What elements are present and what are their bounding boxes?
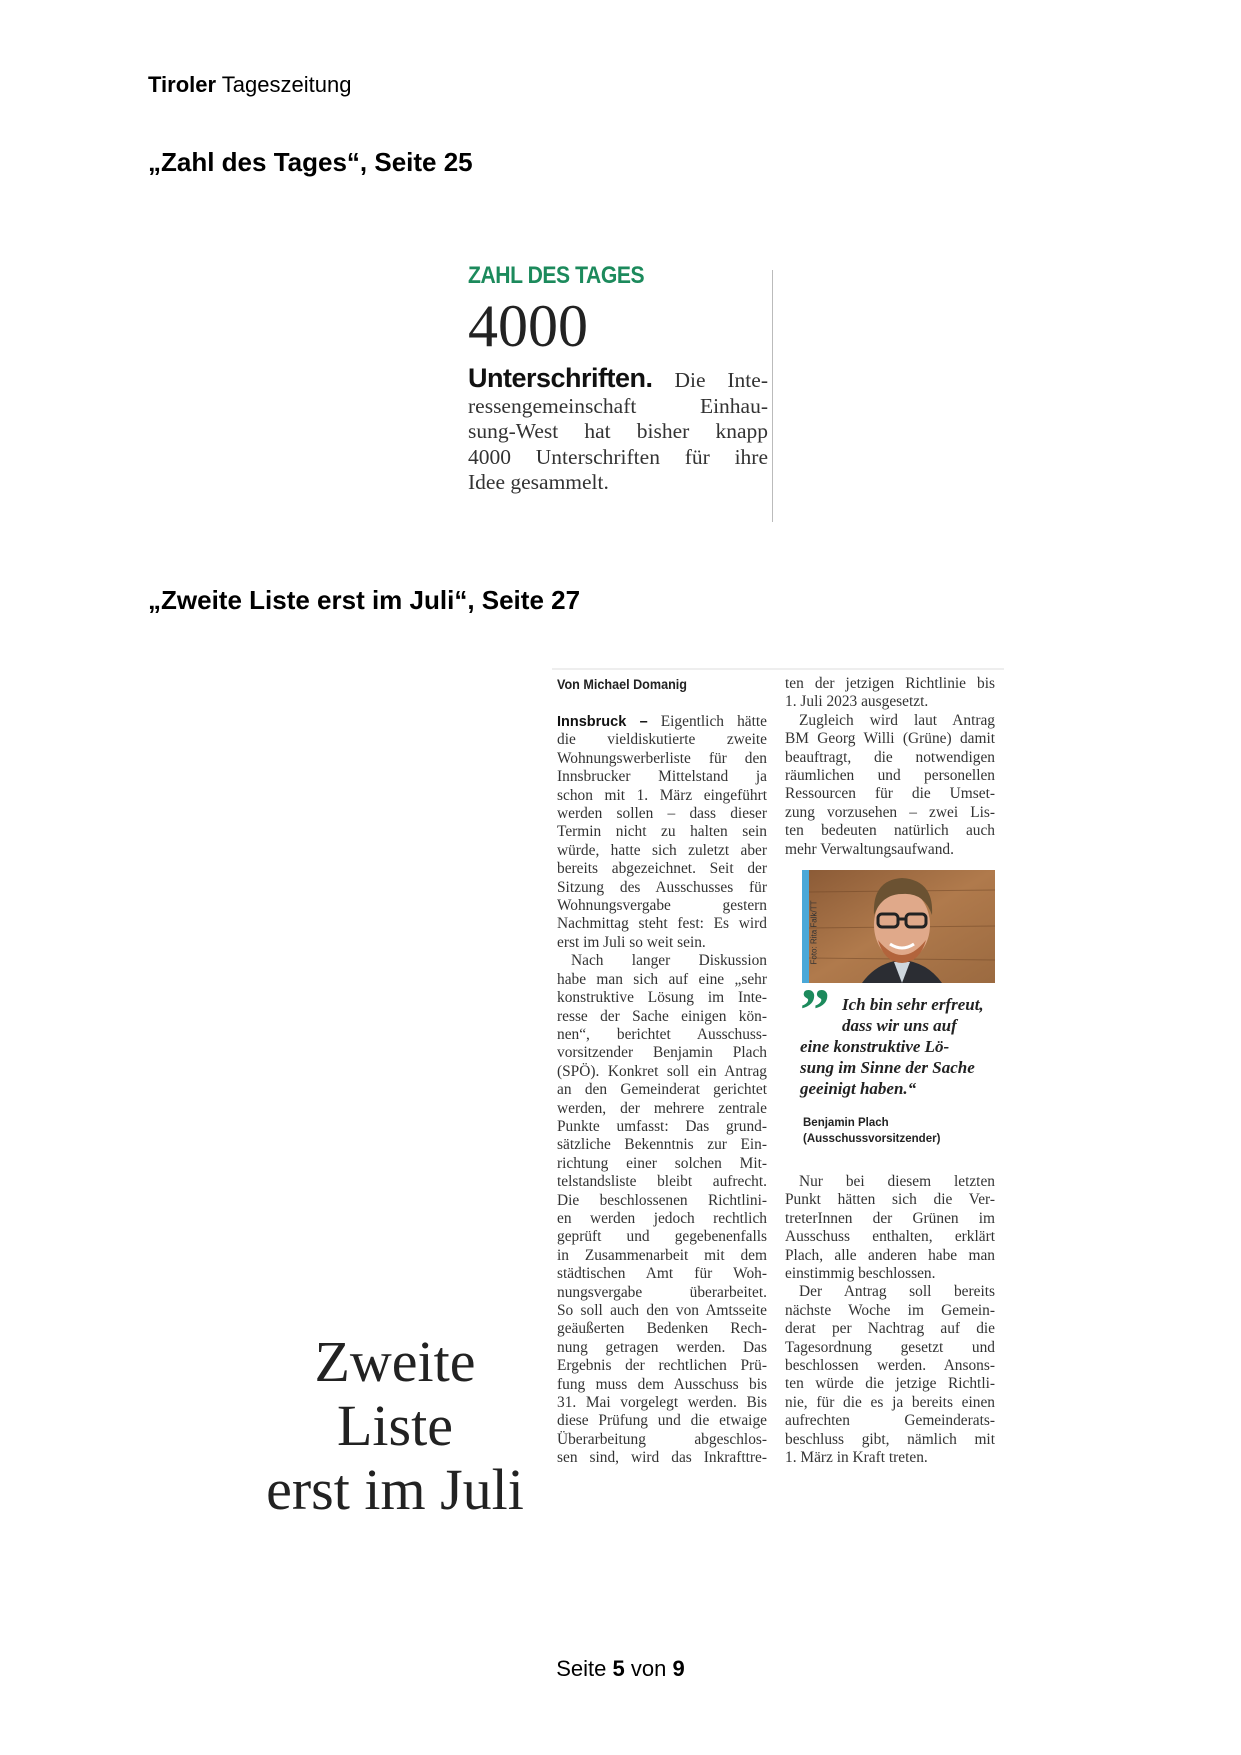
text-line: ten würde die jetzige Richtli- — [785, 1375, 995, 1393]
text-line: Plach, alle anderen habe man — [785, 1246, 995, 1264]
portrait-photo — [802, 870, 995, 983]
source-regular: Tageszeitung — [221, 72, 352, 97]
text-line: zung vorzusehen – zwei Lis- — [785, 803, 995, 821]
text-line: Wohnungsvergabe gestern — [557, 897, 767, 915]
text-line: sen sind, wird das Inkrafttre- — [557, 1449, 767, 1467]
zahl-line: sung-West hat bisher knapp — [468, 419, 768, 443]
quote-line: geeinigt haben.“ — [800, 1079, 917, 1098]
text-line: richtung einer solchen Mit- — [557, 1154, 767, 1172]
text-line: Ressourcen für die Umset- — [785, 785, 995, 803]
text-line: beschluss gibt, nämlich mit — [785, 1430, 995, 1448]
article-column-2-bottom — [785, 1173, 995, 1468]
newspaper-source — [148, 72, 351, 98]
zahl-text: Die Inte- — [674, 368, 768, 392]
page-footer — [0, 1656, 1241, 1682]
text-line: werden, der mehrere zentrale — [557, 1099, 767, 1117]
text-line: Termin nicht zu halten sein — [557, 823, 767, 841]
quote-line: Ich bin sehr erfreut, — [842, 995, 984, 1014]
text-line: schon mit 1. März eingeführt — [557, 786, 767, 804]
text-line: geprüft und gegebenenfalls — [557, 1228, 767, 1246]
quote-line: dass wir uns auf — [842, 1016, 957, 1035]
zahl-line — [468, 363, 768, 394]
quote-line: eine konstruktive Lö- — [800, 1037, 950, 1056]
text-line: Nur bei diesem letzten — [799, 1173, 995, 1190]
quote-attribution — [803, 1115, 940, 1147]
text-line: nächste Woche im Gemein- — [785, 1301, 995, 1319]
text-line: geäußerten Bedenken Rech- — [557, 1320, 767, 1338]
text-line: einstimmig beschlossen. — [785, 1265, 936, 1283]
text-line: Punkt hätten sich die Ver- — [785, 1191, 995, 1209]
quote-mark-icon: ” — [800, 977, 830, 1043]
section-heading-zahl: „Zahl des Tages“, Seite 25 — [148, 147, 473, 177]
divider — [772, 270, 773, 522]
text-line: Innsbrucker Mittelstand ja — [557, 768, 767, 786]
byline: Von Michael Domanig — [557, 676, 687, 692]
article-column-2-top — [785, 675, 995, 859]
text-line: (SPÖ). Konkret soll ein Antrag — [557, 1062, 767, 1080]
text-line: treterInnen der Grünen im — [785, 1209, 995, 1227]
text-line: städtischen Amt für Woh- — [557, 1265, 767, 1283]
text-line: 1. März in Kraft treten. — [785, 1449, 928, 1467]
text-line: aufrechten Gemeinderats- — [785, 1412, 995, 1430]
text-line: Tagesordnung gesetzt und — [785, 1338, 995, 1356]
text-line: Nachmittag steht fest: Es wird — [557, 915, 767, 933]
zahl-body — [468, 363, 768, 496]
text-line: sätzliche Bekenntnis zur Ein- — [557, 1136, 767, 1154]
text-line: So soll auch den von Amtsseite — [557, 1302, 767, 1319]
text-line: 1. Juli 2023 ausgesetzt. — [785, 693, 929, 711]
quote-role: (Ausschussvorsitzender) — [803, 1133, 941, 1145]
text-line: Der Antrag soll bereits — [799, 1283, 995, 1301]
text-line: telstandsliste bleibt aufrecht. — [557, 1173, 767, 1191]
text-line: Sitzung des Ausschusses für — [557, 878, 767, 896]
text-line: ten bedeuten natürlich auch — [785, 822, 995, 840]
article-title — [250, 1330, 540, 1522]
text-line: BM Georg Willi (Grüne) damit — [785, 730, 995, 748]
photo-credit: Foto: Rita Falk/TT — [809, 900, 819, 965]
text-line: beschlossen werden. Ansons- — [785, 1357, 995, 1375]
quote-line: sung im Sinne der Sache — [800, 1058, 975, 1077]
divider — [552, 668, 1004, 670]
pull-quote — [800, 977, 1000, 1099]
text-line: Zugleich wird laut Antrag — [799, 711, 995, 729]
zahl-number: 4000 — [468, 293, 588, 359]
text-line — [557, 713, 767, 731]
text-line: nie, für die es ja bereits einen — [785, 1393, 995, 1411]
source-bold: Tiroler — [148, 72, 217, 97]
article-title-line: erst im Juli — [266, 1457, 524, 1522]
footer-prefix: Seite — [556, 1656, 607, 1681]
text-line: habe man sich auf eine „sehr — [557, 970, 767, 988]
footer-middle: von — [630, 1656, 667, 1681]
zahl-line: Idee gesammelt. — [468, 470, 609, 494]
text-line: Ausschuss enthalten, erklärt — [785, 1228, 995, 1246]
text-line: werden sollen – dass dieser — [557, 805, 767, 823]
text: Eigentlich hätte — [660, 713, 767, 730]
text-line: die vieldiskutierte zweite — [557, 731, 767, 749]
text-line: nen“, berichtet Ausschuss- — [557, 1025, 767, 1043]
text-line: nung getragen werden. Das — [557, 1338, 767, 1356]
text-line: diese Prüfung und die etwaige — [557, 1412, 767, 1430]
text-line: en werden jedoch rechtlich — [557, 1209, 767, 1227]
text-line: Überarbeitung abgeschlos- — [557, 1430, 767, 1448]
text-line: Die beschlossenen Richtlini- — [557, 1191, 767, 1209]
current-page: 5 — [612, 1656, 625, 1681]
section-heading-article: „Zweite Liste erst im Juli“, Seite 27 — [148, 585, 581, 615]
text-line: Wohnungswerberliste für den — [557, 749, 767, 767]
text-line: würde, hatte sich zuletzt aber — [557, 841, 767, 859]
zahl-line: ressengemeinschaft Einhau- — [468, 393, 768, 418]
zahl-kicker: ZAHL DES TAGES — [468, 262, 645, 289]
zahl-des-tages-box — [468, 262, 768, 496]
zahl-line: 4000 Unterschriften für ihre — [468, 444, 768, 469]
text-line: derat per Nachtrag auf die — [785, 1320, 995, 1338]
text-line: vorsitzender Benjamin Plach — [557, 1044, 767, 1062]
text-line: resse der Sache einigen kön- — [557, 1007, 767, 1025]
text-line: Ergebnis der rechtlichen Prü- — [557, 1357, 767, 1375]
text-line: an den Gemeinderat gerichtet — [557, 1081, 767, 1099]
text-line: in Zusammenarbeit mit dem — [557, 1246, 767, 1264]
article-title-line: Zweite Liste — [314, 1329, 476, 1458]
quote-name: Benjamin Plach — [803, 1117, 889, 1129]
text-line: Nach langer Diskussion — [571, 952, 767, 970]
text-line: fung muss dem Ausschuss bis — [557, 1375, 767, 1393]
article-column-1 — [557, 713, 767, 1468]
zahl-lead: Unterschriften. — [468, 363, 653, 393]
text-line: bereits abgezeichnet. Seit der — [557, 860, 767, 878]
text-line: beauftragt, die notwendigen — [785, 748, 995, 766]
text-line: konstruktive Lösung im Inte- — [557, 989, 767, 1007]
text-line: räumlichen und personellen — [785, 767, 995, 785]
dateline: Innsbruck – — [557, 714, 648, 730]
text-line: mehr Verwaltungsaufwand. — [785, 840, 954, 858]
text-line: erst im Juli so weit sein. — [557, 933, 706, 951]
text-line: 31. Mai vorgelegt werden. Bis — [557, 1394, 767, 1412]
text-line: ten der jetzigen Richtlinie bis — [785, 675, 995, 692]
total-pages: 9 — [672, 1656, 685, 1681]
text-line: Punkte umfasst: Das grund- — [557, 1117, 767, 1135]
text-line: nungsvergabe überarbeitet. — [557, 1283, 767, 1301]
